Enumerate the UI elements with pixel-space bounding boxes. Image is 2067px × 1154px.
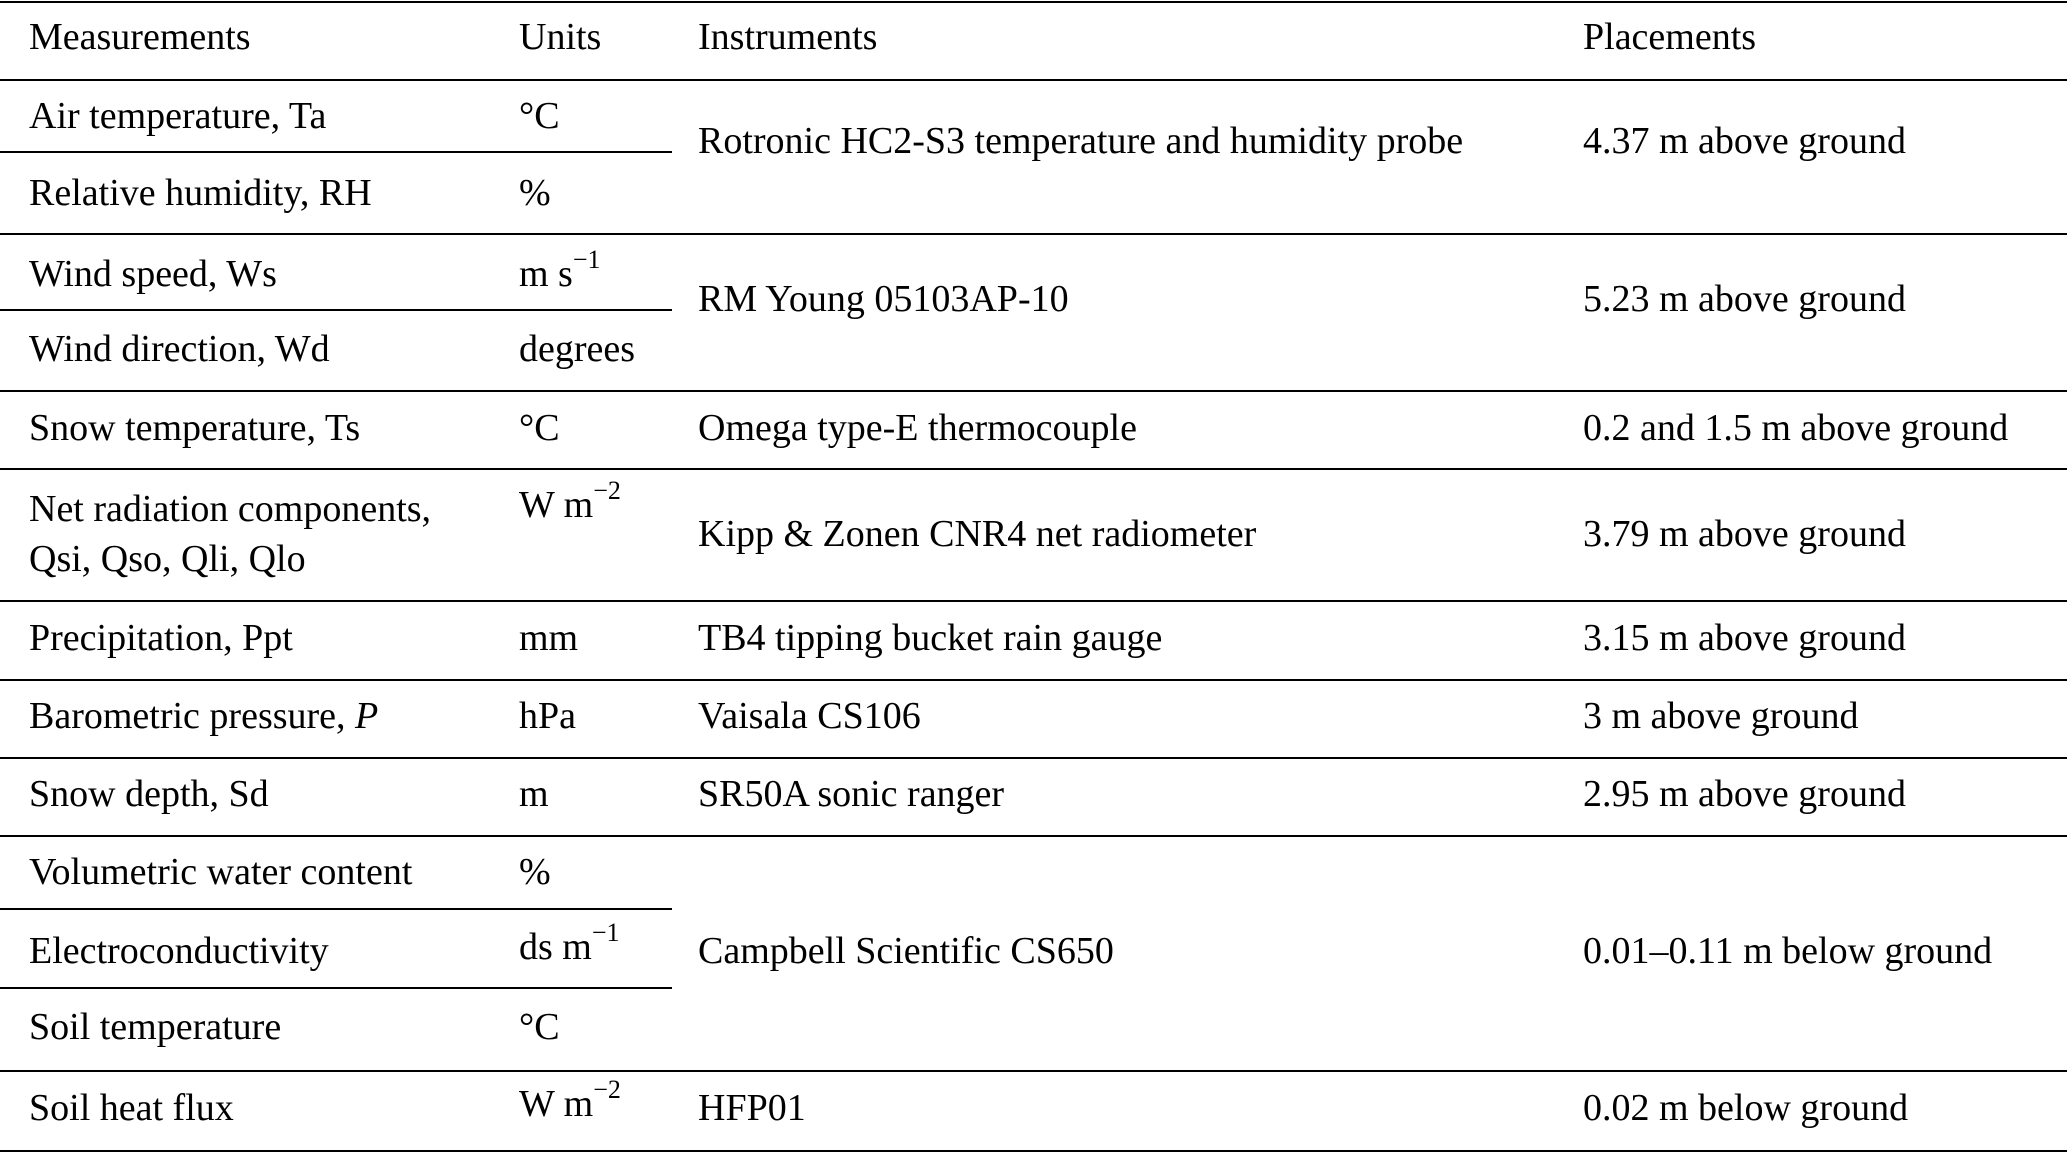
placement-cell: 3.79 m above ground: [1583, 513, 1906, 555]
unit-cell: mm: [519, 617, 579, 659]
measurement-cell: Soil temperature: [29, 1006, 282, 1048]
unit-cell: [519, 918, 620, 972]
rule-partial: [0, 987, 672, 989]
unit-exponent: −1: [591, 918, 620, 948]
unit-cell: °C: [519, 95, 560, 137]
rule-partial: [0, 151, 672, 153]
measurement-cell: Relative humidity, RH: [29, 172, 372, 214]
measurement-cell: Wind direction, Wd: [29, 328, 330, 370]
unit-base: W m: [519, 484, 594, 526]
unit-cell: [519, 245, 601, 299]
measurement-cell: Precipitation, Ppt: [29, 617, 293, 659]
instrument-cell: SR50A sonic ranger: [698, 773, 1005, 815]
pressure-symbol: P: [355, 695, 379, 737]
placement-cell: 3.15 m above ground: [1583, 617, 1906, 659]
instrument-cell: Campbell Scientific CS650: [698, 930, 1114, 972]
unit-cell: °C: [519, 407, 560, 449]
instrument-cell: TB4 tipping bucket rain gauge: [698, 617, 1163, 659]
unit-exponent: −2: [593, 1075, 621, 1105]
instrument-cell: HFP01: [698, 1087, 806, 1129]
placement-cell: 3 m above ground: [1583, 695, 1859, 737]
unit-base: W m: [519, 1083, 594, 1125]
placement-cell: 2.95 m above ground: [1583, 773, 1906, 815]
rule: [0, 679, 2067, 681]
rule: [0, 600, 2067, 602]
unit-cell: %: [519, 172, 551, 214]
instrument-cell: RM Young 05103AP-10: [698, 278, 1069, 320]
rule: [0, 835, 2067, 837]
placement-cell: 0.01–0.11 m below ground: [1583, 930, 1993, 972]
rule-partial: [0, 908, 672, 910]
instrument-cell: Omega type-E thermocouple: [698, 407, 1137, 449]
measurement-cell-line1: Net radiation components,: [29, 488, 432, 530]
unit-base: m s: [519, 253, 573, 295]
placement-cell: 0.2 and 1.5 m above ground: [1583, 407, 2009, 449]
measurement-cell: Volumetric water content: [29, 851, 413, 893]
unit-cell: [519, 476, 621, 530]
rule: [0, 468, 2067, 470]
header-measurements: Measurements: [29, 16, 251, 58]
unit-cell: °C: [519, 1006, 560, 1048]
rule-header: [0, 79, 2067, 81]
unit-cell: %: [519, 851, 551, 893]
header-instruments: Instruments: [698, 16, 878, 58]
measurement-text: Barometric pressure,: [29, 695, 356, 737]
measurement-cell-line2: Qsi, Qso, Qli, Qlo: [29, 538, 306, 580]
header-placements: Placements: [1583, 16, 1757, 58]
rule-bottom: [0, 1150, 2067, 1152]
rule-partial: [0, 309, 672, 311]
rule: [0, 390, 2067, 392]
measurement-cell: Snow depth, Sd: [29, 773, 269, 815]
placement-cell: 0.02 m below ground: [1583, 1087, 1909, 1129]
rule: [0, 757, 2067, 759]
unit-cell: m: [519, 773, 549, 815]
rule-top: [0, 1, 2067, 3]
placement-cell: 5.23 m above ground: [1583, 278, 1906, 320]
measurement-cell: [29, 691, 378, 741]
unit-cell: hPa: [519, 695, 576, 737]
unit-cell: degrees: [519, 328, 636, 370]
placement-cell: 4.37 m above ground: [1583, 120, 1906, 162]
measurement-cell: Electroconductivity: [29, 930, 329, 972]
unit-cell: [519, 1075, 621, 1129]
instrument-cell: Kipp & Zonen CNR4 net radiometer: [698, 513, 1257, 555]
measurement-cell: Wind speed, Ws: [29, 253, 277, 295]
measurement-cell: Air temperature, Ta: [29, 95, 327, 137]
instrument-cell: Rotronic HC2-S3 temperature and humidity probe: [698, 120, 1464, 162]
rule: [0, 1070, 2067, 1072]
unit-exponent: −1: [572, 245, 601, 275]
unit-base: ds m: [519, 926, 592, 968]
unit-exponent: −2: [593, 476, 621, 506]
measurement-cell: Snow temperature, Ts: [29, 407, 361, 449]
rule: [0, 233, 2067, 235]
header-units: Units: [519, 16, 602, 58]
instrument-cell: Vaisala CS106: [698, 695, 921, 737]
measurement-cell: Soil heat flux: [29, 1087, 234, 1129]
